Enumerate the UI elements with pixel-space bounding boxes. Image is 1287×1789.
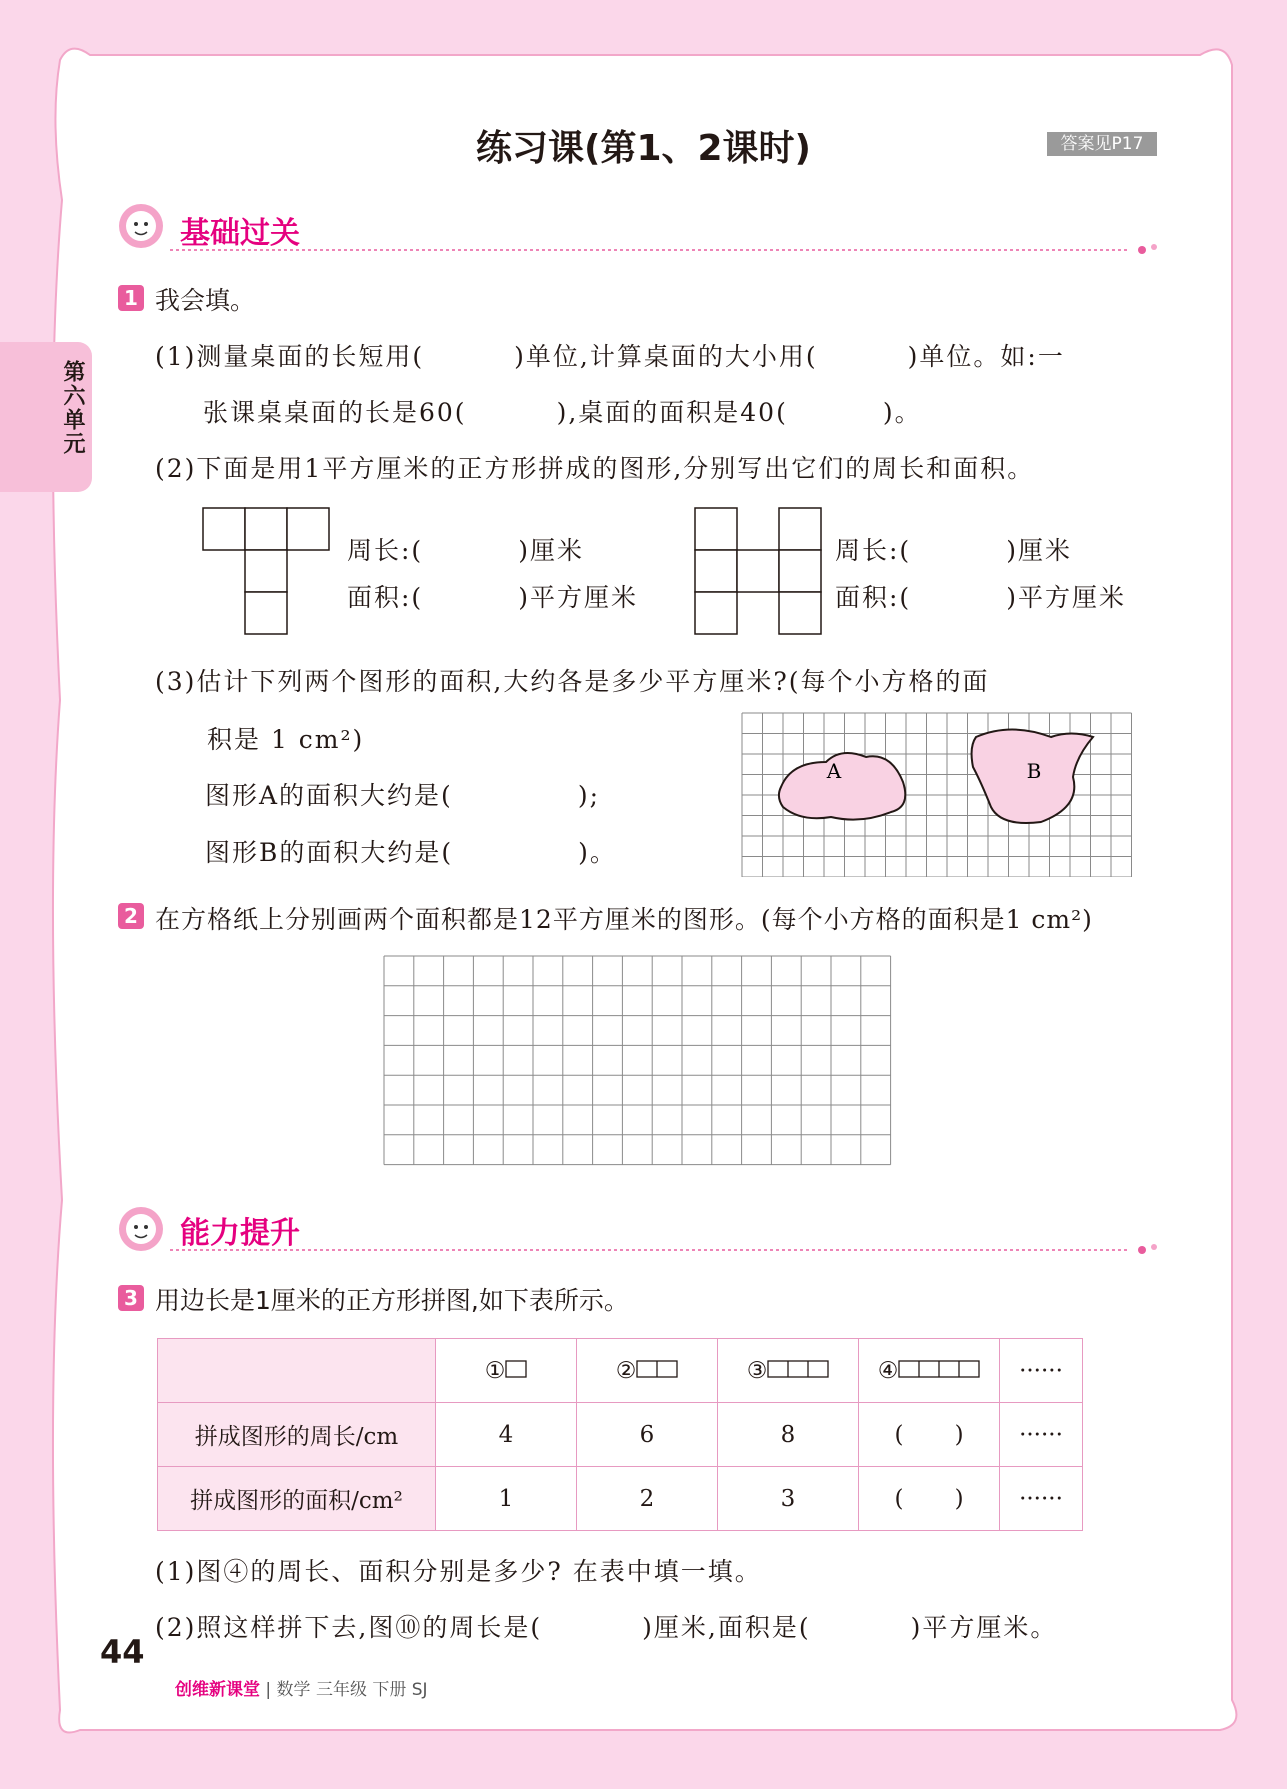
four-squares-icon: [898, 1360, 980, 1378]
area-unit: )平方厘米: [518, 583, 638, 612]
area-label: 面积:(: [347, 583, 424, 612]
table-cell: ······: [1000, 1467, 1083, 1531]
shape-a-question: [205, 776, 600, 812]
table-cell: 2: [577, 1467, 718, 1531]
page-title: 练习课(第1、2课时): [475, 128, 811, 169]
q1-part1-line1: [155, 337, 1065, 373]
mascot-icon: [117, 1205, 165, 1253]
q1-p1-text-b: )单位,计算桌面的大小用(: [514, 342, 818, 371]
q1-p1-text-c: )单位。如:一: [907, 342, 1065, 371]
shape-b-question: [205, 833, 617, 869]
question-2-text: 在方格纸上分别画两个面积都是12平方厘米的图形。(每个小方格的面积是1 cm²): [155, 905, 1093, 934]
table-header-cell: [718, 1339, 859, 1403]
section-title-advanced: 能力提升: [180, 1216, 300, 1251]
shape-b-text: 图形B的面积大约是(: [205, 838, 454, 867]
table-corner-cell: [158, 1339, 436, 1403]
area-label: 面积:(: [835, 583, 912, 612]
mascot-icon: [117, 202, 165, 250]
table-row: [158, 1467, 1083, 1531]
q3-sub2-text-b: )厘米,面积是(: [642, 1613, 811, 1642]
q1-part2-text: (2)下面是用1平方厘米的正方形拼成的图形,分别写出它们的周长和面积。: [155, 454, 1035, 483]
three-squares-icon: [767, 1360, 829, 1378]
footer-brand: 创维新课堂: [175, 1680, 260, 1700]
q1-p1-text-d: 张课桌桌面的长是60(: [203, 398, 467, 427]
perimeter-unit: )厘米: [518, 536, 584, 565]
q1-p1-text-a: (1)测量桌面的长短用(: [155, 342, 425, 371]
question-number-1: 1: [118, 285, 144, 311]
table-cell: 4: [436, 1403, 577, 1467]
table-row: [158, 1403, 1083, 1467]
perimeter-unit: )厘米: [1006, 536, 1072, 565]
q1-p1-text-f: )。: [882, 398, 922, 427]
footer-info: [175, 1675, 428, 1700]
shape-a: [779, 753, 905, 820]
table-header-cell: [436, 1339, 577, 1403]
table-header-cell: [577, 1339, 718, 1403]
figure-3-number: ③: [746, 1357, 768, 1384]
answer-ref-badge: 答案见P17: [1047, 132, 1157, 156]
table-header-cell: ······: [1000, 1339, 1083, 1403]
row-label: 拼成图形的面积/cm²: [158, 1467, 436, 1531]
table-header-cell: [859, 1339, 1000, 1403]
q3-sub2-text-a: (2)照这样拼下去,图⑩的周长是(: [155, 1613, 543, 1642]
figure-2-number: ②: [615, 1357, 637, 1384]
shape-a-label: A: [826, 759, 842, 783]
question-number-3: 3: [118, 1285, 144, 1311]
table-cell: ······: [1000, 1403, 1083, 1467]
figure2-perimeter: [835, 531, 1072, 567]
figure2-area: [835, 578, 1126, 614]
section-divider: [170, 244, 1170, 256]
question-3-text: 用边长是1厘米的正方形拼图,如下表所示。: [155, 1286, 629, 1315]
question-number-2: 2: [118, 903, 144, 929]
figure-4-number: ④: [877, 1357, 899, 1384]
pattern-table: [157, 1338, 1083, 1531]
shape-b-label: B: [1026, 759, 1042, 783]
q1-part1-line2: [203, 393, 922, 429]
answer-cell[interactable]: ( ): [859, 1467, 1000, 1531]
square-icon: [505, 1360, 527, 1378]
q3-sub2-text-c: )平方厘米。: [910, 1613, 1058, 1642]
page-number: 44: [100, 1633, 145, 1671]
perimeter-label: 周长:(: [347, 536, 424, 565]
table-cell: 8: [718, 1403, 859, 1467]
section-divider: [170, 1244, 1170, 1256]
figure-1-number: ①: [484, 1357, 506, 1384]
shape-a-end: );: [577, 781, 600, 810]
q1-p1-text-e: ),桌面的面积是40(: [556, 398, 788, 427]
q3-sub1: (1)图④的周长、面积分别是多少? 在表中填一填。: [155, 1557, 762, 1586]
estimation-grid: [741, 712, 1141, 877]
q1-part3-line2: 积是 1 cm²): [207, 725, 365, 754]
perimeter-label: 周长:(: [835, 536, 912, 565]
figure1-perimeter: [347, 531, 584, 567]
table-header-row: [158, 1339, 1083, 1403]
t-shape-figure: [202, 507, 334, 639]
unit-tab-label: 第六单元: [60, 360, 85, 456]
area-unit: )平方厘米: [1006, 583, 1126, 612]
q1-part3-line1: (3)估计下列两个图形的面积,大约各是多少平方厘米?(每个小方格的面: [155, 667, 990, 696]
table-cell: 6: [577, 1403, 718, 1467]
table-cell: 1: [436, 1467, 577, 1531]
table-cell: 3: [718, 1467, 859, 1531]
row-label: 拼成图形的周长/cm: [158, 1403, 436, 1467]
drawing-grid[interactable]: [383, 955, 893, 1167]
question-1-text: 我会填。: [155, 286, 256, 315]
figure1-area: [347, 578, 638, 614]
section-title-basic: 基础过关: [180, 216, 300, 251]
q3-sub2: [155, 1608, 1057, 1644]
answer-cell[interactable]: ( ): [859, 1403, 1000, 1467]
shape-a-text: 图形A的面积大约是(: [205, 781, 453, 810]
h-shape-figure: [694, 507, 826, 639]
shape-b-end: )。: [578, 838, 617, 867]
two-squares-icon: [636, 1360, 678, 1378]
footer-rest: | 数学 三年级 下册 SJ: [265, 1680, 428, 1700]
